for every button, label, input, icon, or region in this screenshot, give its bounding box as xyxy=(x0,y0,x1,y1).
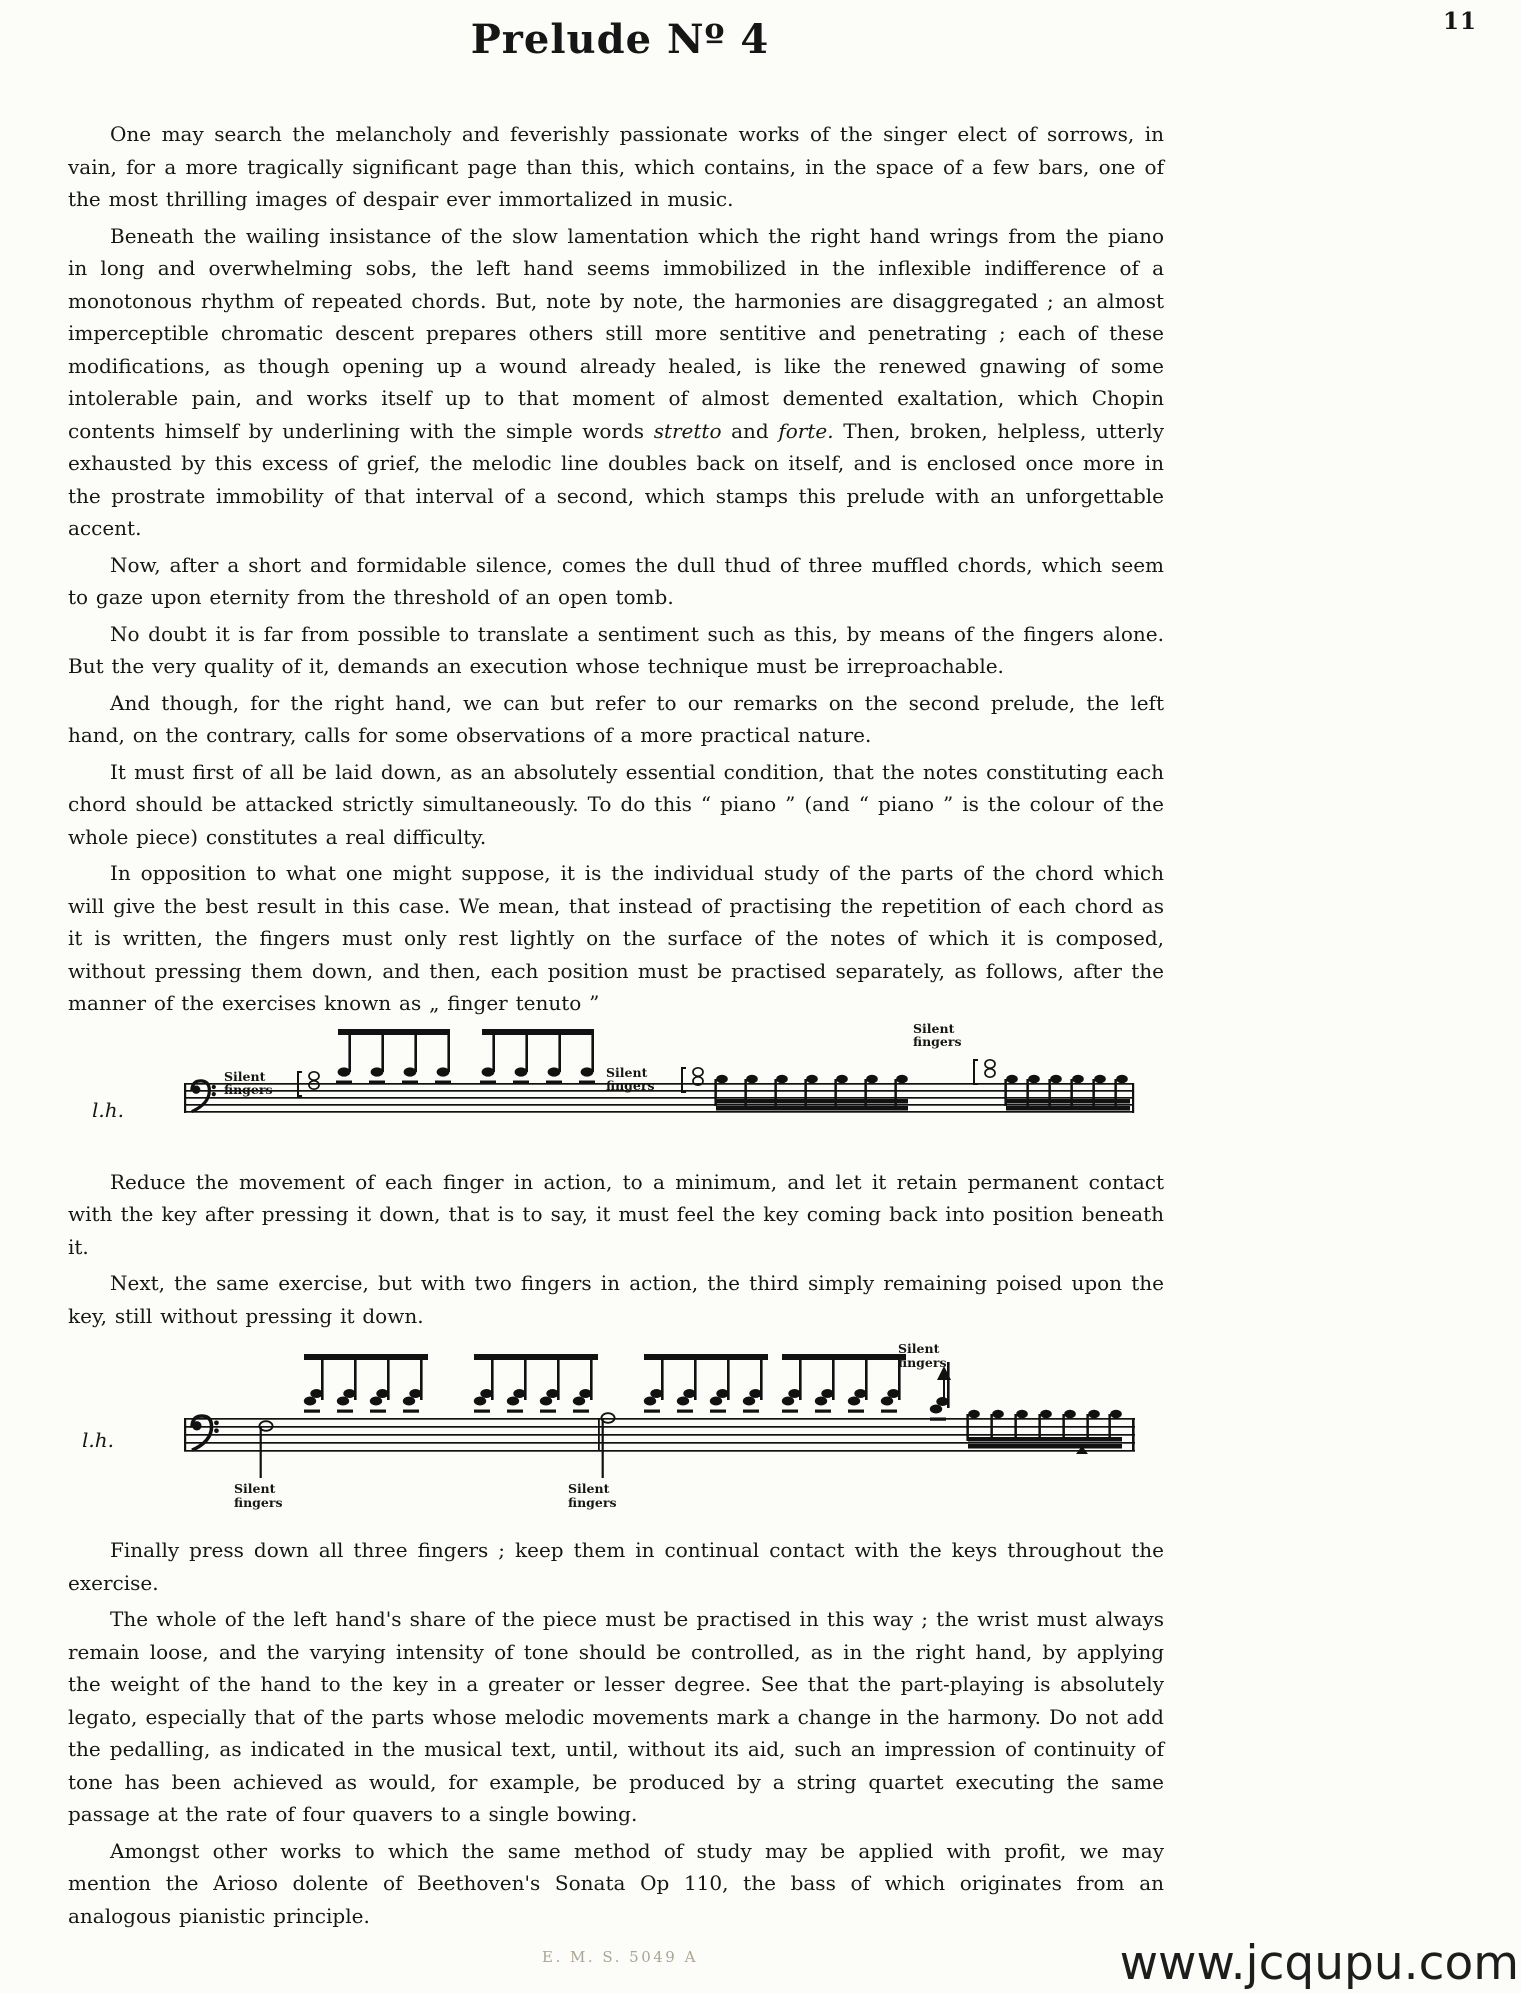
silent-chord-icon xyxy=(682,1067,703,1091)
music-example-1 xyxy=(68,1020,1164,1148)
paragraph-7: In opposition to what one might suppose, it is the individual study of the parts of the chord which will give the best result in this case. We mean, that instead of practising the repetition of each chord as it is written, the fingers must only rest lightly on the surface of the notes of which it is composed, without pressing them down, and then, each position must be practised separately, as follows, after the manner of the exercises known as „ finger tenuto ” xyxy=(68,861,1164,1015)
watermark: www.jcqupu.com xyxy=(1119,1936,1519,1991)
paragraph-9: Next, the same exercise, but with two fingers in action, the third simply remaining poised upon the key, still without pressing it down. xyxy=(68,1271,1164,1328)
paragraph-1: One may search the melancholy and feverishly passionate works of the singer elect of sorrows, in vain, for a more tragically significant page than this, which contains, in the space of a few bars, one of the most thrilling images of despair ever immortalized in music. xyxy=(68,122,1164,211)
term-stretto: stretto xyxy=(653,418,722,443)
chord-note xyxy=(930,1362,950,1421)
repeated-notes xyxy=(966,1410,1122,1454)
beamed-chords xyxy=(304,1354,428,1413)
left-hand-label: l.h. xyxy=(92,1097,124,1122)
paragraph-5: And though, for the right hand, we can but refer to our remarks on the second prelude, the left hand, on the contrary, calls for some observations of a more practical nature. xyxy=(68,690,1164,747)
paragraph-2-text: Then, broken, helpless, utterly exhausted by this excess of grief, the melodic line doubles back on itself, and is enclosed once more in the prostrate immobility of that interval of a second, which stamps this prelude with an unforgettable accent. xyxy=(68,418,1165,540)
silent-fingers-label: Silent fingers xyxy=(898,1341,947,1370)
silent-note xyxy=(259,1421,272,1478)
page-number: 11 xyxy=(1442,8,1477,35)
bass-clef-icon xyxy=(192,1080,216,1111)
beamed-chords xyxy=(782,1354,906,1413)
beamed-notes xyxy=(480,1029,595,1084)
paragraph-4: No doubt it is far from possible to translate a sentiment such as this, by means of the fingers alone. But the very quality of it, demands an execution whose technique must be irreproachable. xyxy=(68,621,1164,678)
paragraph-10: Finally press down all three fingers ; keep them in continual contact with the keys throughout the exercise. xyxy=(68,1538,1164,1595)
music-example-2 xyxy=(68,1342,1164,1524)
silent-fingers-label: Silent fingers xyxy=(224,1068,273,1097)
staff-lines xyxy=(184,1083,1134,1113)
paragraph-2-text: Beneath the wailing insistance of the slow lamentation which the right hand wrings from the piano in long and overwhelming sobs, the left hand seems immobilized in the inflexible indifference of a monotonous rhythm of repeated chords. But, note by note, the harmonies are disaggregated ; an almost imperceptible chromatic descent prepares others still more sentitive and penetrating ; each of these modifications, as though opening up a wound already healed, is like the renewed gnawing of some intolerable pain, and works itself up to that moment of almost demented exaltation, which Chopin contents himself by underlining with the simple words xyxy=(68,223,1164,443)
paragraph-2-text: and xyxy=(721,418,779,443)
silent-fingers-label: Silent fingers xyxy=(606,1064,655,1093)
paragraph-3: Now, after a short and formidable silence, comes the dull thud of three muffled chords, which seem to gaze upon eternity from the threshold of an open tomb. xyxy=(68,552,1164,609)
silent-note xyxy=(601,1413,614,1478)
paragraph-12: Amongst other works to which the same method of study may be applied with profit, we may mention the Arioso dolente of Beethoven's Sonata Op 110, the bass of which originates from an analogous pianistic principle. xyxy=(68,1838,1164,1928)
beamed-notes xyxy=(336,1029,451,1084)
left-hand-label: l.h. xyxy=(82,1428,114,1452)
paragraph-8: Reduce the movement of each finger in action, to a minimum, and let it retain permanent contact with the key after pressing it down, that is to say, it must feel the key coming back into position beneath it. xyxy=(68,1169,1164,1259)
silent-chord-icon xyxy=(974,1059,995,1083)
term-forte: forte. xyxy=(778,418,834,443)
paragraph-2 xyxy=(68,220,1164,545)
paragraph-6: It must first of all be laid down, as an absolutely essential condition, that the notes constituting each chord should be attacked strictly simultaneously. To do this “ piano ” (and “ piano ” is the colour of the whole piece) constitutes a real difficulty. xyxy=(68,759,1164,849)
silent-fingers-label: Silent fingers xyxy=(913,1020,962,1049)
page-title: Prelude Nº 4 xyxy=(470,16,770,63)
silent-fingers-label: Silent fingers xyxy=(568,1481,617,1510)
beamed-chords xyxy=(644,1354,768,1413)
beamed-chords xyxy=(474,1354,598,1413)
music-staff-2 xyxy=(138,1342,1158,1512)
body-text xyxy=(68,118,1164,1936)
plate-number: E. M. S. 5049 A xyxy=(542,1948,698,1966)
bass-clef-icon xyxy=(192,1416,219,1450)
paragraph-11: The whole of the left hand's share of the piece must be practised in this way ; the wrist must always remain loose, and the varying intensity of tone should be controlled, as in the right hand, by applying the weight of the hand to the key in a greater or lesser degree. See that the part-playing is absolutely legato, especially that of the parts whose melodic movements mark a change in the harmony. Do not add the pedalling, as indicated in the musical text, until, without its aid, such an impression of continuity of tone has been achieved as would, for example, be produced by a string quartet executing the same passage at the rate of four quavers to a single bowing. xyxy=(68,1607,1164,1826)
silent-fingers-label: Silent fingers xyxy=(234,1481,283,1510)
